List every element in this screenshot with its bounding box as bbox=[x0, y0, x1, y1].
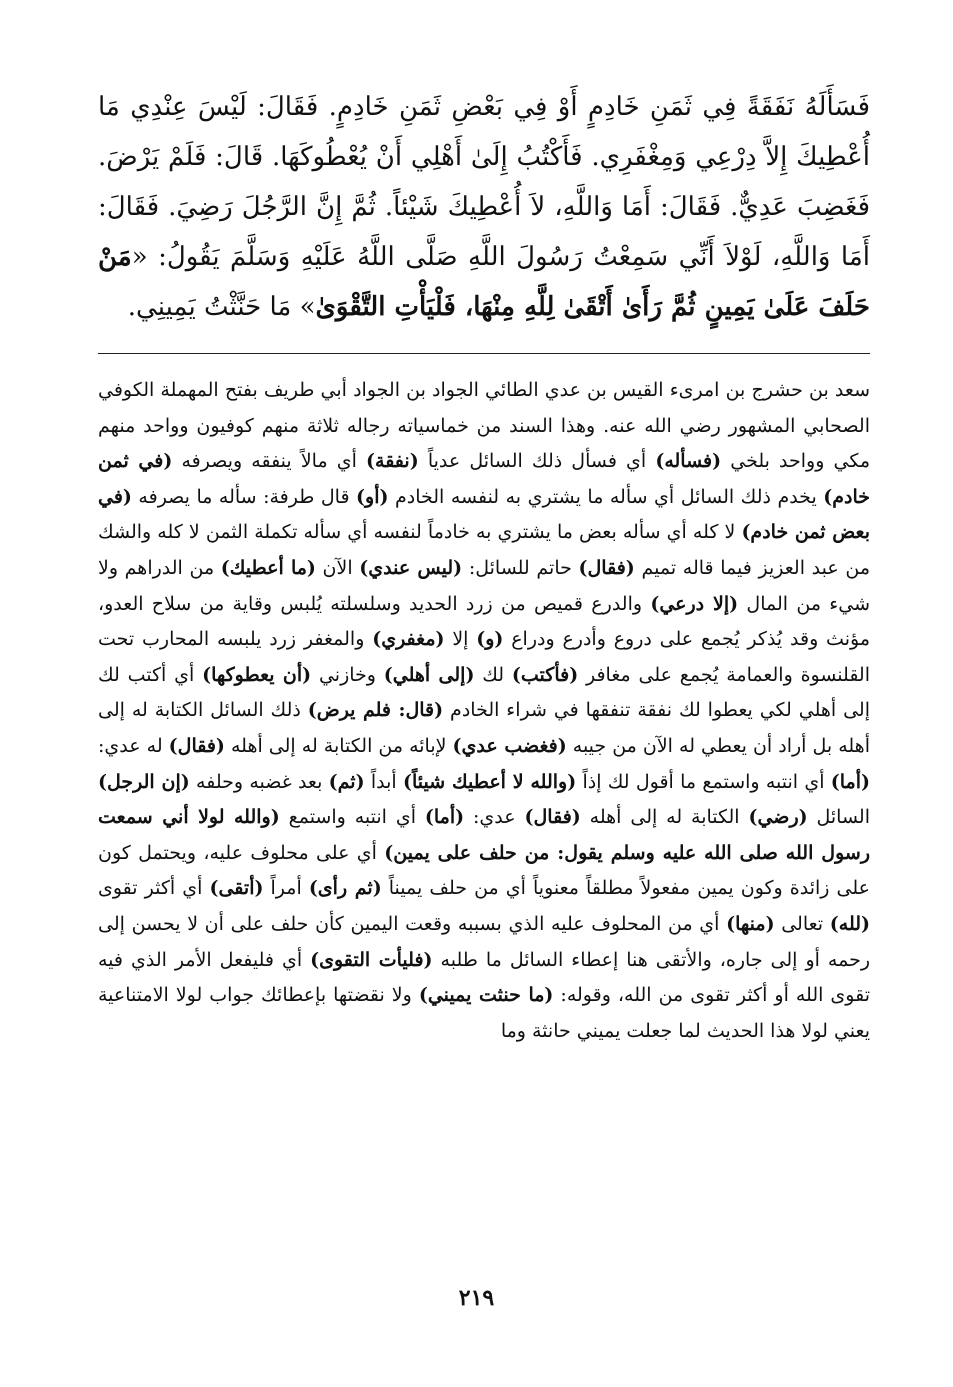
commentary-bold-segment: (في بعض ثمن خادم) bbox=[98, 485, 870, 544]
commentary-segment: حاتم للسائل: bbox=[462, 556, 579, 579]
hadith-segment: فَسَأَلَهُ نَفَقَةً فِي ثَمَنِ خَادِمٍ أَوْ فِي بَعْضِ ثَمَنِ خَادِمٍ. فَقَالَ: لَيْسَ عِنْدِي مَا أُعْطِيكَ إِلاَّ دِرْعِي وَمِغْفَرِي. فَأَكْتُبُ إِلَىٰ أَهْلِي أَنْ يُعْطُوكَهَا. قَالَ: فَلَمْ يَرْضَ. فَغَضِبَ عَدِيٌّ. فَقَالَ: أَمَا وَاللَّهِ، لاَ أُعْطِيكَ شَيْئاً. ثُمَّ إِنَّ الرَّجُلَ رَضِيَ. فَقَالَ: أَمَا وَاللَّهِ، لَوْلاَ أَنِّي سَمِعْتُ رَسُولَ اللَّهِ صَلَّى اللَّهُ عَلَيْهِ وَسَلَّمَ يَقُولُ: « bbox=[98, 92, 870, 272]
commentary-bold-segment: (فقال) bbox=[578, 556, 635, 579]
commentary-text bbox=[98, 373, 870, 1049]
commentary-bold-segment: (لله) bbox=[829, 912, 871, 935]
commentary-bold-segment: (في ثمن خادم) bbox=[98, 450, 870, 508]
commentary-bold-segment: (أما) bbox=[424, 806, 465, 829]
commentary-bold-segment: (إلا درعي) bbox=[650, 592, 739, 615]
commentary-bold-segment: (منها) bbox=[726, 912, 775, 935]
commentary-bold-segment: (مغفري) bbox=[372, 628, 445, 651]
commentary-segment: أمراً bbox=[263, 877, 309, 900]
commentary-segment: أي على محلوف عليه، ويحتمل كون على زائدة وكون يمين مفعولاً مطلقاً معنوياً أي من حلف يميناً bbox=[98, 841, 870, 900]
commentary-bold-segment: (فقال) bbox=[524, 806, 581, 829]
commentary-segment: والمغفر زرد يلبسه المحارب تحت القلنسوة والعمامة يُجمع على مغافر bbox=[98, 628, 870, 686]
commentary-segment: الكتابة له إلى أهله bbox=[580, 806, 749, 829]
commentary-segment: ذلك السائل الكتابة له إلى أهله بل أراد أن يعطي له الآن من جيبه bbox=[98, 699, 870, 757]
commentary-bold-segment: (ما أعطيك) bbox=[220, 556, 316, 579]
commentary-segment: لك bbox=[474, 663, 512, 686]
commentary-segment: بعد غضبه وحلفه bbox=[189, 770, 329, 793]
commentary-bold-segment: (إلى أهلي) bbox=[383, 663, 475, 686]
commentary-bold-segment: (ثم رأى) bbox=[308, 877, 382, 900]
commentary-segment: إلا bbox=[444, 628, 477, 651]
commentary-bold-segment: (ليس عندي) bbox=[359, 556, 463, 579]
commentary-segment: أبداً bbox=[364, 770, 403, 793]
commentary-segment: ولا نقضتها بإعطائك جواب لولا الامتناعية يعني لولا هذا الحديث لما جعلت يميني حانثة وما bbox=[98, 984, 870, 1042]
commentary-bold-segment: (فسأله) bbox=[655, 450, 722, 473]
commentary-segment: لا كله أي سأله بعض ما يشتري به خادماً لنفسه أي سأله تكملة الثمن لا كله والشك من عبد العزيز فيما قاله تميم bbox=[98, 521, 870, 579]
commentary-bold-segment: (أن يعطوكها) bbox=[202, 663, 312, 686]
commentary-bold-segment: (إن الرجل) bbox=[98, 770, 190, 793]
commentary-segment: من الدراهم ولا شيء من المال bbox=[98, 556, 870, 615]
commentary-bold-segment: (أو) bbox=[356, 485, 389, 508]
commentary-bold-segment: (فغضب عدي) bbox=[452, 734, 567, 757]
commentary-bold-segment: (فقال) bbox=[168, 734, 225, 757]
commentary-bold-segment: (قال: فلم يرض) bbox=[307, 699, 444, 722]
commentary-segment: له عدي: bbox=[98, 734, 169, 757]
commentary-segment: يخدم ذلك السائل أي سأله ما يشتري به لنفسه الخادم bbox=[388, 485, 824, 508]
commentary-segment: أي فليفعل الأمر الذي فيه تقوى الله أو أكثر تقوى من الله، وقوله: bbox=[98, 948, 871, 1007]
hadith-text bbox=[98, 82, 870, 332]
commentary-segment: لإبائه من الكتابة له إلى أهله bbox=[224, 734, 453, 757]
commentary-segment: أي فسأل ذلك السائل عدياً bbox=[418, 450, 656, 473]
commentary-segment: والدرع قميص من زرد الحديد وسلسلته يُلبس وقاية من سلاح العدو، مؤنث وقد يُذكر يُجمع على دروع وأدرع ودراع bbox=[98, 592, 870, 651]
commentary-segment: السائل bbox=[807, 806, 870, 829]
footnote-divider bbox=[98, 353, 870, 354]
commentary-segment: أي مالاً ينفقه ويصرفه bbox=[172, 450, 367, 473]
commentary-bold-segment: (والله لا أعطيك شيئاً) bbox=[402, 770, 577, 793]
commentary-segment: تعالى bbox=[774, 912, 830, 935]
commentary-bold-segment: (أما) bbox=[830, 770, 871, 793]
commentary-bold-segment: (ثم) bbox=[328, 770, 365, 793]
commentary-bold-segment: (والله لولا أني سمعت رسول الله صلى الله عليه وسلم يقول: من حلف على يمين) bbox=[98, 806, 870, 864]
commentary-segment: وخازني bbox=[311, 663, 384, 686]
commentary-bold-segment: (ما حنثت يميني) bbox=[418, 984, 554, 1007]
commentary-segment: أي أكثر تقوى bbox=[98, 877, 210, 900]
commentary-segment: أي انتبه واستمع ما أقول لك إذاً bbox=[576, 770, 831, 793]
commentary-bold-segment: (فليأت التقوى) bbox=[310, 948, 433, 971]
commentary-segment: أي من المحلوف عليه الذي بسببه وقعت اليمين كأن حلف على أن لا يحسن إلى رحمه أو إلى جاره، والأتقى هنا إعطاء السائل ما طلبه bbox=[98, 912, 870, 971]
commentary-bold-segment: (فأكتب) bbox=[511, 663, 579, 686]
commentary-bold-segment: (نفقة) bbox=[366, 450, 419, 473]
page-number: ٢١٩ bbox=[458, 1285, 495, 1311]
hadith-segment: » مَا حَنَّثْتُ يَمِينِي. bbox=[127, 292, 316, 322]
commentary-bold-segment: (و) bbox=[476, 628, 504, 651]
commentary-segment: قال طرفة: سأله ما يصرفه bbox=[131, 485, 357, 508]
commentary-segment: سعد بن حشرج بن امرىء القيس بن عدي الطائي الجواد بن الجواد أبي طريف بفتح المهملة الكوفي الصحابي المشهور رضي الله عنه. وهذا السند من خماسياته رجاله ثلاثة منهم كوفيون وواحد منهم مكي وواحد بلخي bbox=[98, 379, 870, 473]
commentary-segment: أي أكتب لك إلى أهلي لكي يعطوا لك نفقة تنفقها في شراء الخادم bbox=[98, 663, 870, 722]
commentary-segment: عدي: bbox=[464, 806, 525, 829]
commentary-segment: الآن bbox=[315, 556, 360, 579]
commentary-segment: أي انتبه واستمع bbox=[279, 806, 425, 829]
hadith-bold-segment: مَنْ حَلَفَ عَلَىٰ يَمِينٍ ثُمَّ رَأَىٰ أَتْقَىٰ لِلَّهِ مِنْهَا، فَلْيَأْتِ التَّقْوَىٰ bbox=[98, 242, 870, 322]
commentary-bold-segment: (أتقى) bbox=[209, 877, 264, 900]
commentary-bold-segment: (رضي) bbox=[748, 806, 808, 829]
